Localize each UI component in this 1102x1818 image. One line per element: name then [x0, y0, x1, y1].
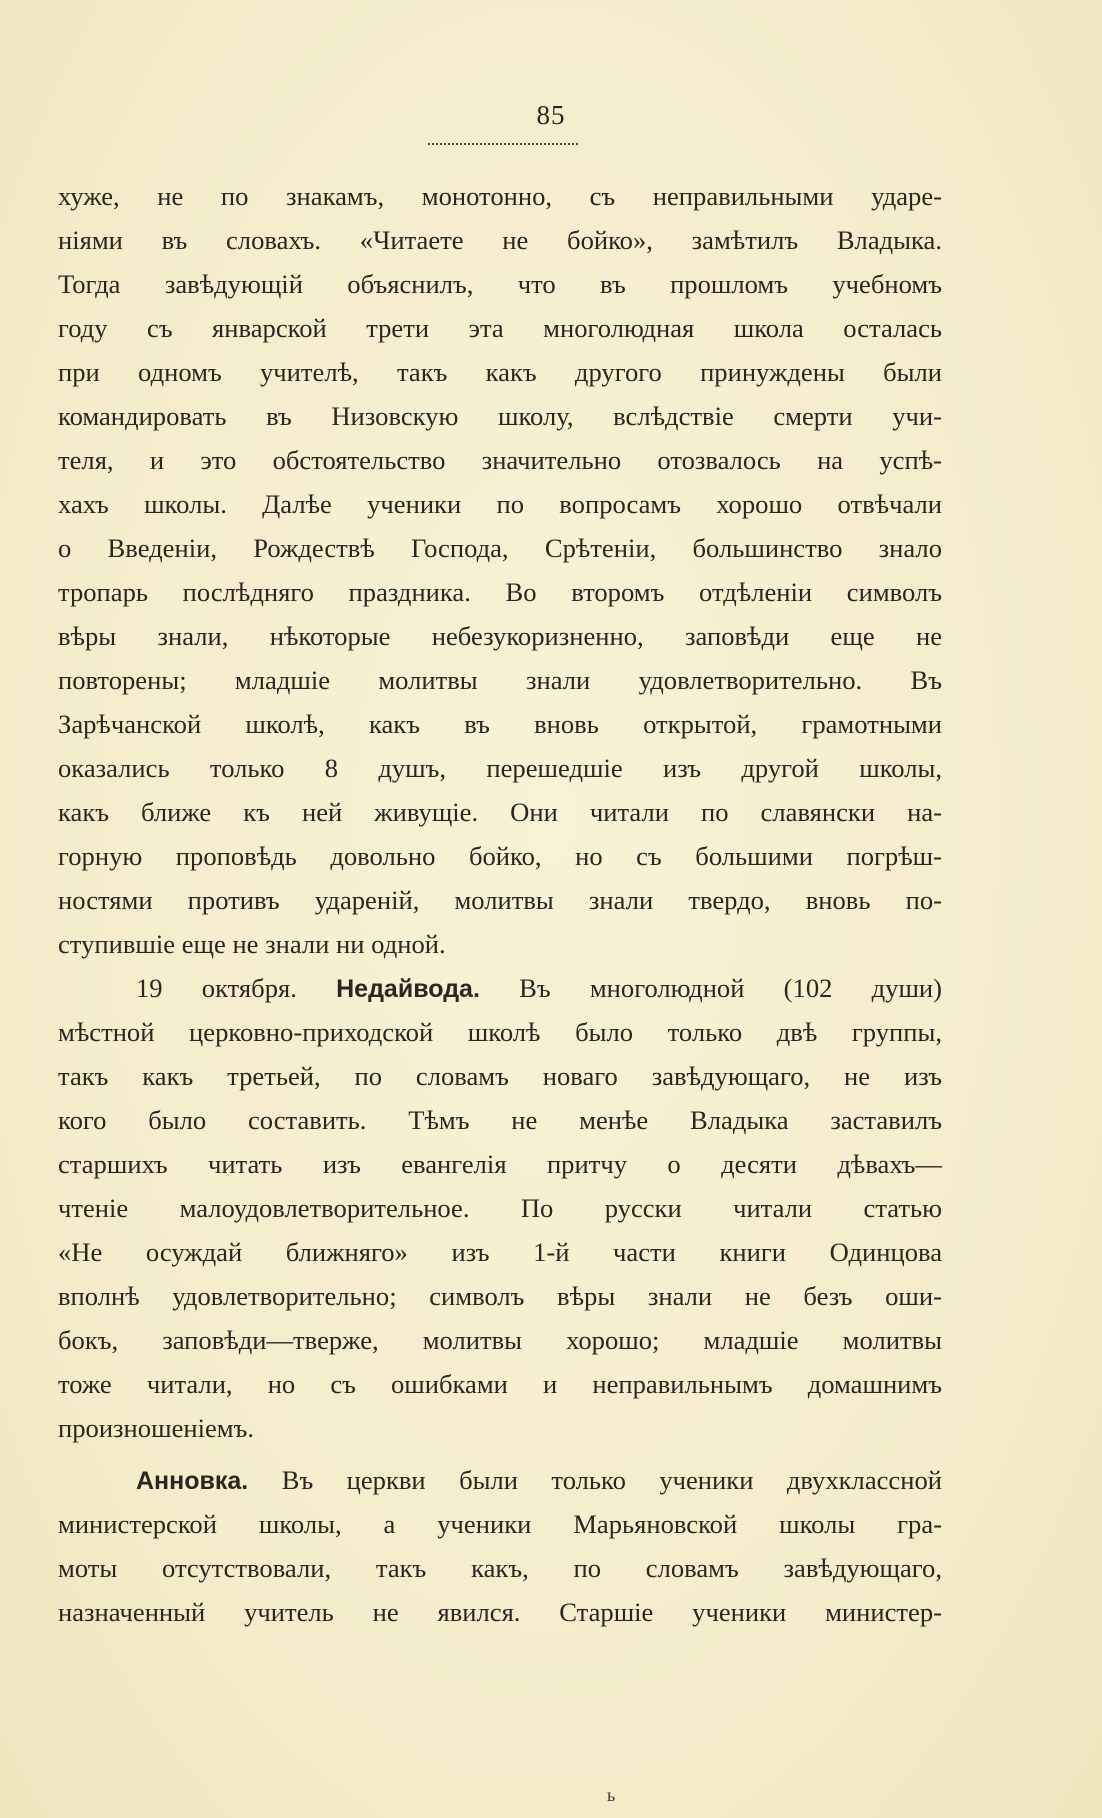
text-line: «Не осуждай ближняго» изъ 1-й части книги Одинцова	[58, 1237, 942, 1267]
paragraph-2	[58, 966, 942, 1450]
text-line: году съ январской трети эта многолюдная школа осталась	[58, 313, 942, 343]
text-line: ніями въ словахъ. «Читаете не бойко», замѣтилъ Владыка.	[58, 225, 942, 255]
paragraph-3	[58, 1458, 942, 1634]
text-line: ностями противъ удареній, молитвы знали твердо, вновь по-	[58, 885, 942, 915]
paragraph-1	[58, 174, 942, 966]
entry-place-heading: Анновка.	[136, 1467, 249, 1495]
text-line: при одномъ учителѣ, такъ какъ другого принуждены были	[58, 357, 942, 387]
signature-mark: ь	[607, 1785, 616, 1805]
text-line: теля, и это обстоятельство значительно отозвалось на успѣ-	[58, 445, 942, 475]
text-line: произношеніемъ.	[58, 1413, 255, 1443]
text-line: старшихъ читать изъ евангелія притчу о десяти дѣвахъ—	[58, 1149, 942, 1179]
text-line: хуже, не по знакамъ, монотонно, съ неправильными ударе-	[58, 181, 942, 211]
entry-date: 19 октября.	[136, 973, 297, 1003]
text-line: такъ какъ третьей, по словамъ новаго завѣдующаго, не изъ	[58, 1061, 942, 1091]
entry-place-heading: Недайвода.	[336, 975, 480, 1003]
text-line: вѣры знали, нѣкоторые небезукоризненно, заповѣди еще не	[58, 621, 942, 651]
text-line	[58, 1458, 942, 1502]
text-line: министерской школы, а ученики Марьяновской школы гра-	[58, 1509, 942, 1539]
text-line: тоже читали, но съ ошибками и неправильнымъ домашнимъ	[58, 1369, 942, 1399]
text-line: вполнѣ удовлетворительно; символъ вѣры знали не безъ оши-	[58, 1281, 942, 1311]
text-line: кого было составить. Тѣмъ не менѣе Владыка заставилъ	[58, 1105, 942, 1135]
text-line: Тогда завѣдующій объяснилъ, что въ прошломъ учебномъ	[58, 269, 942, 299]
paragraph-gap	[58, 1450, 942, 1458]
header-rule	[428, 143, 578, 145]
text-line: мѣстной церковно-приходской школѣ было только двѣ группы,	[58, 1017, 942, 1047]
text-line: хахъ школы. Далѣе ученики по вопросамъ хорошо отвѣчали	[58, 489, 942, 519]
text-line: повторены; младшіе молитвы знали удовлетворительно. Въ	[58, 665, 942, 695]
entry-text: Въ многолюдной (102 души)	[519, 973, 943, 1003]
text-line: оказались только 8 душъ, перешедшіе изъ другой школы,	[58, 753, 942, 783]
body-text	[58, 174, 942, 1634]
text-line: ступившіе еще не знали ни одной.	[58, 929, 446, 959]
text-line: чтеніе малоудовлетворительное. По русски читали статью	[58, 1193, 942, 1223]
text-line: командировать въ Низовскую школу, вслѣдствіе смерти учи-	[58, 401, 942, 431]
text-line: горную проповѣдь довольно бойко, но съ большими погрѣш-	[58, 841, 942, 871]
text-line	[58, 966, 942, 1010]
text-line: моты отсутствовали, такъ какъ, по словамъ завѣдующаго,	[58, 1553, 942, 1583]
page-number: 85	[536, 100, 566, 130]
text-line: назначенный учитель не явился. Старшіе ученики министер-	[58, 1597, 942, 1627]
text-line: тропарь послѣдняго праздника. Во второмъ отдѣленіи символъ	[58, 577, 942, 607]
text-line: Зарѣчанской школѣ, какъ въ вновь открытой, грамотными	[58, 709, 942, 739]
text-line: бокъ, заповѣди—тверже, молитвы хорошо; младшіе молитвы	[58, 1325, 942, 1355]
text-line: какъ ближе къ ней живущіе. Они читали по славянски на-	[58, 797, 942, 827]
entry-text: Въ церкви были только ученики двухклассной	[281, 1465, 942, 1495]
text-line: о Введеніи, Рождествѣ Господа, Срѣтеніи, большинство знало	[58, 533, 942, 563]
